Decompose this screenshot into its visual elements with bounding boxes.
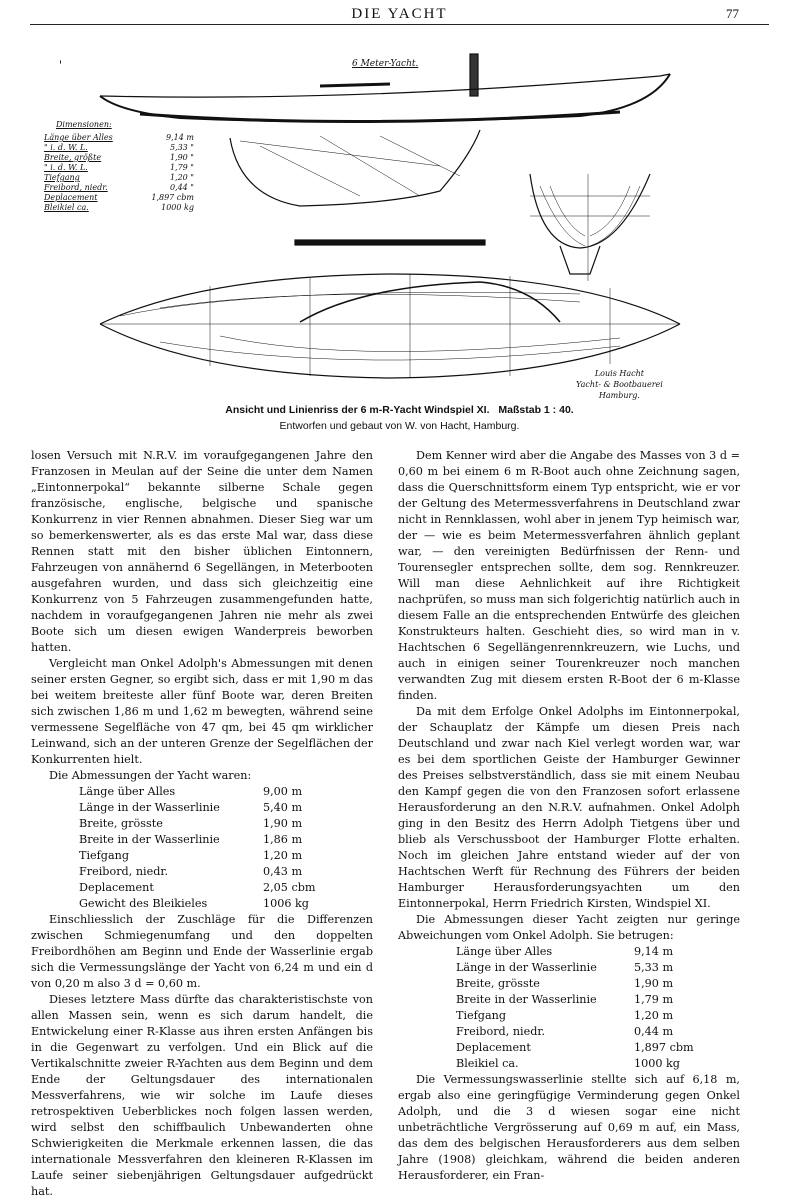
spec-row: Breite, grösste 1,90 m xyxy=(456,977,674,990)
dimension-row: Breite, größte 1,90 " xyxy=(44,153,194,162)
spec-intro: Die Abmessungen der Yacht waren: xyxy=(49,769,252,782)
dimension-row: " i. d. W. L. 1,79 " xyxy=(44,163,194,172)
body-plan-outline xyxy=(530,174,650,248)
dimensions-title: Dimensionen: xyxy=(56,120,112,129)
paragraph: Dieses letztere Mass dürfte das charakteristischste von allen Massen sein, wenn es sich darum handelt, die Entwickelung einer R-Klasse aus ihren ersten Anfängen bis in die Gegenwart zu verfolgen. Und ein Blick auf die Vertikalschnitte zweier R-Yachten aus dem Beginn und dem Ende der Geltungsdauer des internationalen Messverfahrens, wie wir solche im Laufe dieses retrospektiven Ueberblickes noch folgen lassen werden, wird selbst den schiffbaulich Unbewanderten ohne Schwierigkeiten die Merkmale erkennen lassen, die das internationale Messverfahren den kleineren R-Klassen im Laufe seiner siebenjährigen Geltungsdauer aufgedrückt hat. xyxy=(31,993,373,1198)
yacht-lines-drawing xyxy=(60,46,740,406)
drawing-sheet-title: 6 Meter-Yacht. xyxy=(352,59,419,69)
caption-main: Ansicht und Linienriss der 6 m-R-Yacht Windspiel XI. xyxy=(225,404,490,416)
spec-row: Tiefgang 1,20 m xyxy=(79,849,303,862)
spec-row: Deplacement 2,05 cbm xyxy=(79,881,316,894)
spec-row: Länge in der Wasserlinie 5,33 m xyxy=(456,961,674,974)
dimensions-table xyxy=(44,120,194,213)
paragraph: Einschliesslich der Zuschläge für die Differenzen zwischen Schmiegenumfang und den doppelten Freibordhöhen am Beginn und Ende der Wasserlinie ergab sich die Vermessungslänge der Yacht von 6,24 m und ein d von 0,20 m also 3 d = 0,60 m. xyxy=(31,913,373,990)
spec-row: Freibord, niedr. 0,44 m xyxy=(456,1025,674,1038)
spec-row: Breite, grösste 1,90 m xyxy=(79,817,303,830)
scale-bar xyxy=(295,240,485,245)
paragraph: Die Vermessungswasserlinie stellte sich auf 6,18 m, ergab also eine geringfügige Verminderung gegen Onkel Adolph, und die 3 d wiesen sogar eine nicht unbeträchtliche Vergrösserung auf 0,69 m auf, ein Mass, das dem des belgischen Herausforderers aus dem selben Jahre (1908) gleichkam, während die beiden anderen Herausforderer, ein Fran- xyxy=(398,1073,740,1182)
right-column xyxy=(398,448,740,1184)
spec-row: Tiefgang 1,20 m xyxy=(456,1009,674,1022)
running-header: DIE YACHT xyxy=(351,6,448,22)
dimension-row: Deplacement 1,897 cbm xyxy=(44,193,194,202)
left-column xyxy=(31,448,373,1200)
spec-row: Deplacement 1,897 cbm xyxy=(456,1041,694,1054)
designer-signature: Louis Hacht Yacht- & Bootbauerei Hamburg. xyxy=(576,369,663,400)
spec-list xyxy=(31,784,373,912)
paragraph: Vergleicht man Onkel Adolph's Abmessungen mit denen seiner ersten Gegner, so ergibt sich, dass er mit 1,90 m das bei weitem breiteste aller fünf Boote war, deren Breiten sich zwischen 1,86 m und 1,62 m bewegten, während seine vermessene Segelfläche von 47 qm, bei 45 qm wirklicher Leinwand, sich an der unteren Grenze der Segelflächen der Konkurrenten hielt. xyxy=(31,657,373,766)
cabin-top xyxy=(320,84,390,86)
plan-view-upper xyxy=(100,274,680,324)
paragraph: Die Abmessungen dieser Yacht zeigten nur geringe Abweichungen vom Onkel Adolph. Sie betrugen: xyxy=(398,913,740,942)
paragraph: Dem Kenner wird aber die Angabe des Masses von 3 d = 0,60 m bei einem 6 m R-Boot auch ohne Zeichnung sagen, dass die Querschnittsform einem Typ entspricht, wie er vor der Geltung des Metermessverfahrens in Deutschland zwar nicht in Rennklassen, wohl aber in jenem Typ heimisch war, der — wie es beim Metermessverfahren ähnlich geplant war, — den vereinigten Bedürfnissen der Renn- und Tourensegler entsprechen sollte, dem sog. Rennkreuzer. Will man diese Aehnlichkeit auf ihre Richtigkeit nachprüfen, so muss man sich folgerichtig natürlich auch in diesem Falle an die entsprechenden Entwürfe des gleichen Konstrukteurs halten. Geschieht dies, so wird man in v. Hachtschen 6 Segellängenrennkreuzern, wie Luchs, und auch in einigen seiner Tourenkreuzer noch manchen verwandten Zug mit diesem ersten R-Boot der 6 m-Klasse finden. xyxy=(398,449,740,702)
spec-row: Länge über Alles 9,00 m xyxy=(79,785,303,798)
spec-row: Länge über Alles 9,14 m xyxy=(456,945,674,958)
figure-subcaption: Entworfen und gebaut von W. von Hacht, Hamburg. xyxy=(279,420,520,432)
figure-caption xyxy=(0,404,799,416)
header-rule xyxy=(30,24,769,25)
dimension-row: Bleikiel ca. 1000 kg xyxy=(44,203,194,212)
dimension-row: " i. d. W. L. 5,33 " xyxy=(44,143,194,152)
spec-row: Bleikiel ca. 1000 kg xyxy=(456,1057,680,1070)
keel-outline xyxy=(230,130,480,206)
spec-list xyxy=(398,944,740,1072)
dimension-row: Freibord, niedr. 0,44 " xyxy=(44,183,194,192)
page-number: 77 xyxy=(726,6,739,21)
spec-row: Breite in der Wasserlinie 1,79 m xyxy=(456,993,674,1006)
spec-row: Freibord, niedr. 0,43 m xyxy=(79,865,303,878)
spec-row: Breite in der Wasserlinie 1,86 m xyxy=(79,833,303,846)
dimension-row: Tiefgang 1,20 " xyxy=(44,173,194,182)
caption-scale: Maßstab 1 : 40. xyxy=(498,404,574,416)
spec-row: Länge in der Wasserlinie 5,40 m xyxy=(79,801,303,814)
dimension-row: Länge über Alles 9,14 m xyxy=(44,133,194,142)
paragraph: Da mit dem Erfolge Onkel Adolphs im Eintonnerpokal, der Schauplatz der Kämpfe um diesen Preis nach Deutschland und zwar nach Kiel verlegt worden war, war es bei dem sportlichen Geiste der Hamburger Gewinner des Preises selbstverständlich, dass sie mit einem Neubau den Kampf gegen die von den Franzosen sofort erlassene Herausforderung an den N.R.V. aufnahmen. Onkel Adolph ging in den Besitz des Herrn Adolph Tietgens über und blieb als Verschussboot der Hamburger Flotte erhalten. Noch im gleichen Jahre entstand wieder auf der von Hachtschen Werft für Rechnung des Führers der beiden Hamburger Herausforderungsyachten um den Eintonnerpokal, Herrn Friedrich Kirsten, Windspiel XI. xyxy=(398,705,740,910)
spec-row: Gewicht des Bleikieles 1006 kg xyxy=(79,897,309,910)
body-plan-keel xyxy=(560,246,600,274)
paragraph: losen Versuch mit N.R.V. im voraufgegangenen Jahre den Franzosen in Meulan auf der Seine die unter dem Namen „Eintonnerpokal“ bekannte silberne Schale gegen französische, englische, belgische und spanische Konkurrenz in vier Rennen abnahmen. Dieser Sieg war um so bemerkenswerter, als es das erste Mal war, dass diese Rennen statt mit den bisher üblichen Eintonnern, Fahrzeugen von annähernd 6 Segellängen, in Meterbooten ausgefahren wurden, und dass sich gleichzeitig eine Konkurrenz von 5 Fahrzeugen zusammengefunden hatte, nachdem in voraufgegangenen Jahren nie mehr als zwei Boote sich um diesen ewigen Wanderpreis beworben hatten. xyxy=(31,449,373,654)
